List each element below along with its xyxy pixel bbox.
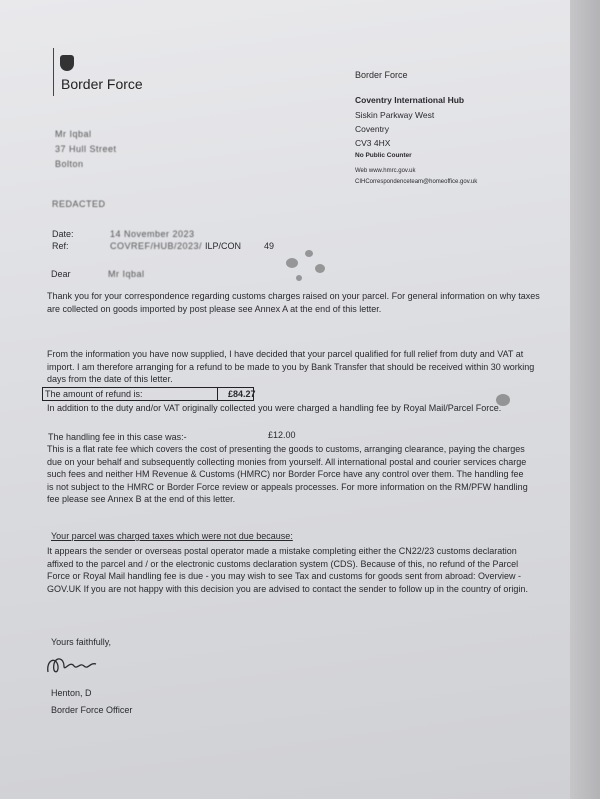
- not-due-text: It appears the sender or overseas postal operator made a mistake completing either the CN22/23 customs declaration affixed to the parcel and / or the electronic customs declaration system (CDS). Because of this, no refund of the Parcel Force or Royal Mail handling fee is due - you may wish to see Tax and customs for goods sent from abroad: Overview - GOV.UK If you are not happy with this decision you are advised to contact the sender to follow up in the country of origin.: [47, 546, 528, 594]
- recipient-line-3: Bolton: [55, 159, 84, 169]
- royal-crest-logo: [60, 55, 74, 71]
- salutation-name: Mr Iqbal: [108, 269, 145, 279]
- intro-text: Thank you for your correspondence regarding customs charges raised on your parcel. For general information on why taxes are collected on goods imported by post please see Annex A at the end of this letter.: [47, 291, 540, 314]
- ref-value: COVREF/HUB/2023/: [110, 241, 203, 251]
- not-due-heading: Your parcel was charged taxes which were not due because:: [51, 531, 293, 541]
- sender-city: Coventry: [355, 124, 390, 134]
- fee-explanation-text: This is a flat rate fee which covers the cost of presenting the goods to customs, arranging clearance, paying the charges due on your behalf and subsequently collecting monies from yourself. All international postal and courier services charge such fees and neither HM Revenue & Customs (HMRC) nor Border Force have any control over them. The handling fee is not subject to the HMRC or Border Force review or appeals processes. For more information on the RM/PFW handling fee please see Annex B at the end of this letter.: [47, 444, 528, 504]
- paragraph-handling: [47, 402, 517, 415]
- paragraph-fee-explanation: [47, 443, 532, 506]
- sender-org: Border Force: [355, 70, 408, 80]
- sender-no-counter: No Public Counter: [355, 152, 412, 159]
- signatory-title: Border Force Officer: [51, 705, 133, 715]
- date-label: Date:: [52, 229, 74, 239]
- ref-number: 49: [264, 241, 275, 251]
- letterhead-brand: Border Force: [61, 76, 143, 92]
- recipient-line-2: 37 Hull Street: [55, 144, 117, 154]
- signature: [44, 652, 104, 678]
- letterhead-divider: [53, 48, 54, 96]
- decision-text: From the information you have now supplied, I have decided that your parcel qualified for full relief from duty and VAT at import. I am therefore arranging for a refund to be made to you by Bank Transfer that should be received within 30 working days from the date of this letter.: [47, 349, 535, 384]
- refund-label: The amount of refund is:: [45, 389, 143, 399]
- ref-code: ILP/CON: [205, 241, 242, 251]
- ink-stain: [315, 264, 325, 273]
- ink-stain: [305, 250, 313, 257]
- recipient-line-1: Mr Iqbal: [55, 129, 92, 139]
- date-value: 14 November 2023: [110, 229, 195, 239]
- sign-off: Yours faithfully,: [51, 637, 112, 647]
- paragraph-not-due: [47, 545, 537, 595]
- salutation-dear: Dear: [51, 269, 71, 279]
- background-page-edge: [570, 0, 600, 799]
- handling-fee-label: The handling fee in this case was:-: [48, 432, 187, 442]
- sender-web: Web www.hmrc.gov.uk: [355, 168, 416, 174]
- ref-label: Ref:: [52, 241, 69, 251]
- refund-value: £84.27: [217, 388, 256, 400]
- reference-block: REDACTED: [52, 199, 106, 209]
- sender-postcode: CV3 4HX: [355, 138, 391, 148]
- sender-hub: Coventry International Hub: [355, 95, 465, 105]
- sender-email: CIHCorrespondenceteam@homeoffice.gov.uk: [355, 179, 478, 185]
- refund-amount-box: [42, 387, 254, 401]
- paragraph-intro: [47, 290, 547, 315]
- ink-stain: [296, 275, 302, 281]
- sender-street: Siskin Parkway West: [355, 110, 435, 120]
- paragraph-decision: [47, 348, 547, 386]
- ink-stain: [286, 258, 298, 268]
- handling-intro-text: In addition to the duty and/or VAT originally collected you were charged a handling fee by Royal Mail/Parcel Force.: [47, 403, 502, 413]
- signatory-name: Henton, D: [51, 688, 92, 698]
- handling-fee-value: £12.00: [268, 430, 296, 440]
